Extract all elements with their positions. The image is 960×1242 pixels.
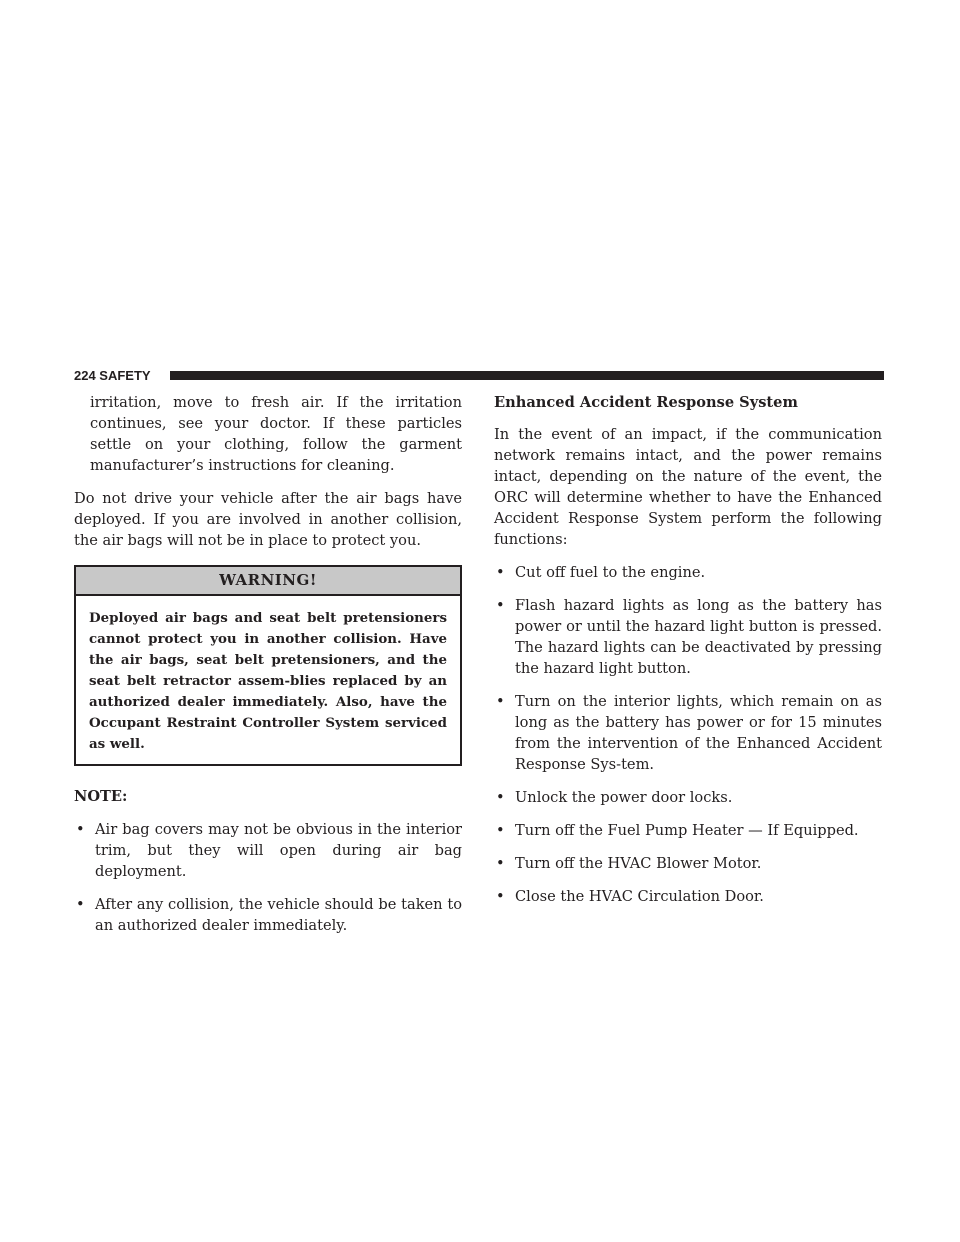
bullet-icon: • xyxy=(496,888,505,905)
warning-body: Deployed air bags and seat belt pretensioners cannot protect you in another collision. Have the air bags, seat belt pretensioners, and the seat belt retractor assem-blies replaced by an authorized dealer immediately. Also, have the Occupant Restraint Controller System serviced as well. xyxy=(89,610,447,752)
list-item-text: Close the HVAC Circulation Door. xyxy=(515,888,764,905)
list-item xyxy=(494,853,882,874)
deployment-paragraph: Do not drive your vehicle after the air bags have deployed. If you are involved in another collision, the air bags will not be in place to protect you. xyxy=(74,490,462,549)
list-item-text: Turn off the Fuel Pump Heater — If Equipped. xyxy=(515,822,859,839)
note-label: NOTE: xyxy=(74,788,128,805)
page-header xyxy=(74,369,884,383)
list-item-text: Air bag covers may not be obvious in the interior trim, but they will open during air bag deployment. xyxy=(95,821,462,880)
bullet-icon: • xyxy=(496,693,505,710)
list-item-text: After any collision, the vehicle should be taken to an authorized dealer immediately. xyxy=(95,896,462,934)
note-list xyxy=(74,819,462,936)
bullet-icon: • xyxy=(496,822,505,839)
list-item xyxy=(74,894,462,936)
right-column xyxy=(494,392,882,919)
intro-paragraph: In the event of an impact, if the communication network remains intact, and the power remains intact, depending on the nature of the event, the ORC will determine whether to have the Enhanced Accident Response System perform the following functions: xyxy=(494,426,882,548)
warning-box xyxy=(74,565,462,766)
list-item-text: Turn on the interior lights, which remain on as long as the battery has power or for 15 minutes from the intervention of the Enhanced Accident Response Sys-tem. xyxy=(515,693,882,773)
list-item-text: Cut off fuel to the engine. xyxy=(515,564,706,581)
header-rule xyxy=(170,371,884,380)
page-number-section: 224 SAFETY xyxy=(74,368,151,383)
bullet-icon: • xyxy=(496,855,505,872)
list-item xyxy=(74,819,462,882)
bullet-icon: • xyxy=(496,564,505,581)
list-item xyxy=(494,595,882,679)
section-heading: Enhanced Accident Response System xyxy=(494,394,798,411)
list-item xyxy=(494,820,882,841)
bullet-icon: • xyxy=(76,896,85,913)
list-item xyxy=(494,562,882,583)
bullet-icon: • xyxy=(496,789,505,806)
list-item xyxy=(494,691,882,775)
left-column xyxy=(74,392,462,948)
continued-paragraph: irritation, move to fresh air. If the irritation continues, see your doctor. If these particles settle on your clothing, follow the garment manufacturer’s instructions for cleaning. xyxy=(90,394,462,474)
list-item-text: Turn off the HVAC Blower Motor. xyxy=(515,855,762,872)
function-list xyxy=(494,562,882,907)
list-item-text: Unlock the power door locks. xyxy=(515,789,733,806)
warning-title: WARNING! xyxy=(76,567,460,596)
bullet-icon: • xyxy=(76,821,85,838)
list-item xyxy=(494,787,882,808)
list-item-text: Flash hazard lights as long as the battery has power or until the hazard light button is pressed. The hazard lights can be deactivated by pressing the hazard light button. xyxy=(515,597,882,677)
bullet-icon: • xyxy=(496,597,505,614)
list-item xyxy=(494,886,882,907)
